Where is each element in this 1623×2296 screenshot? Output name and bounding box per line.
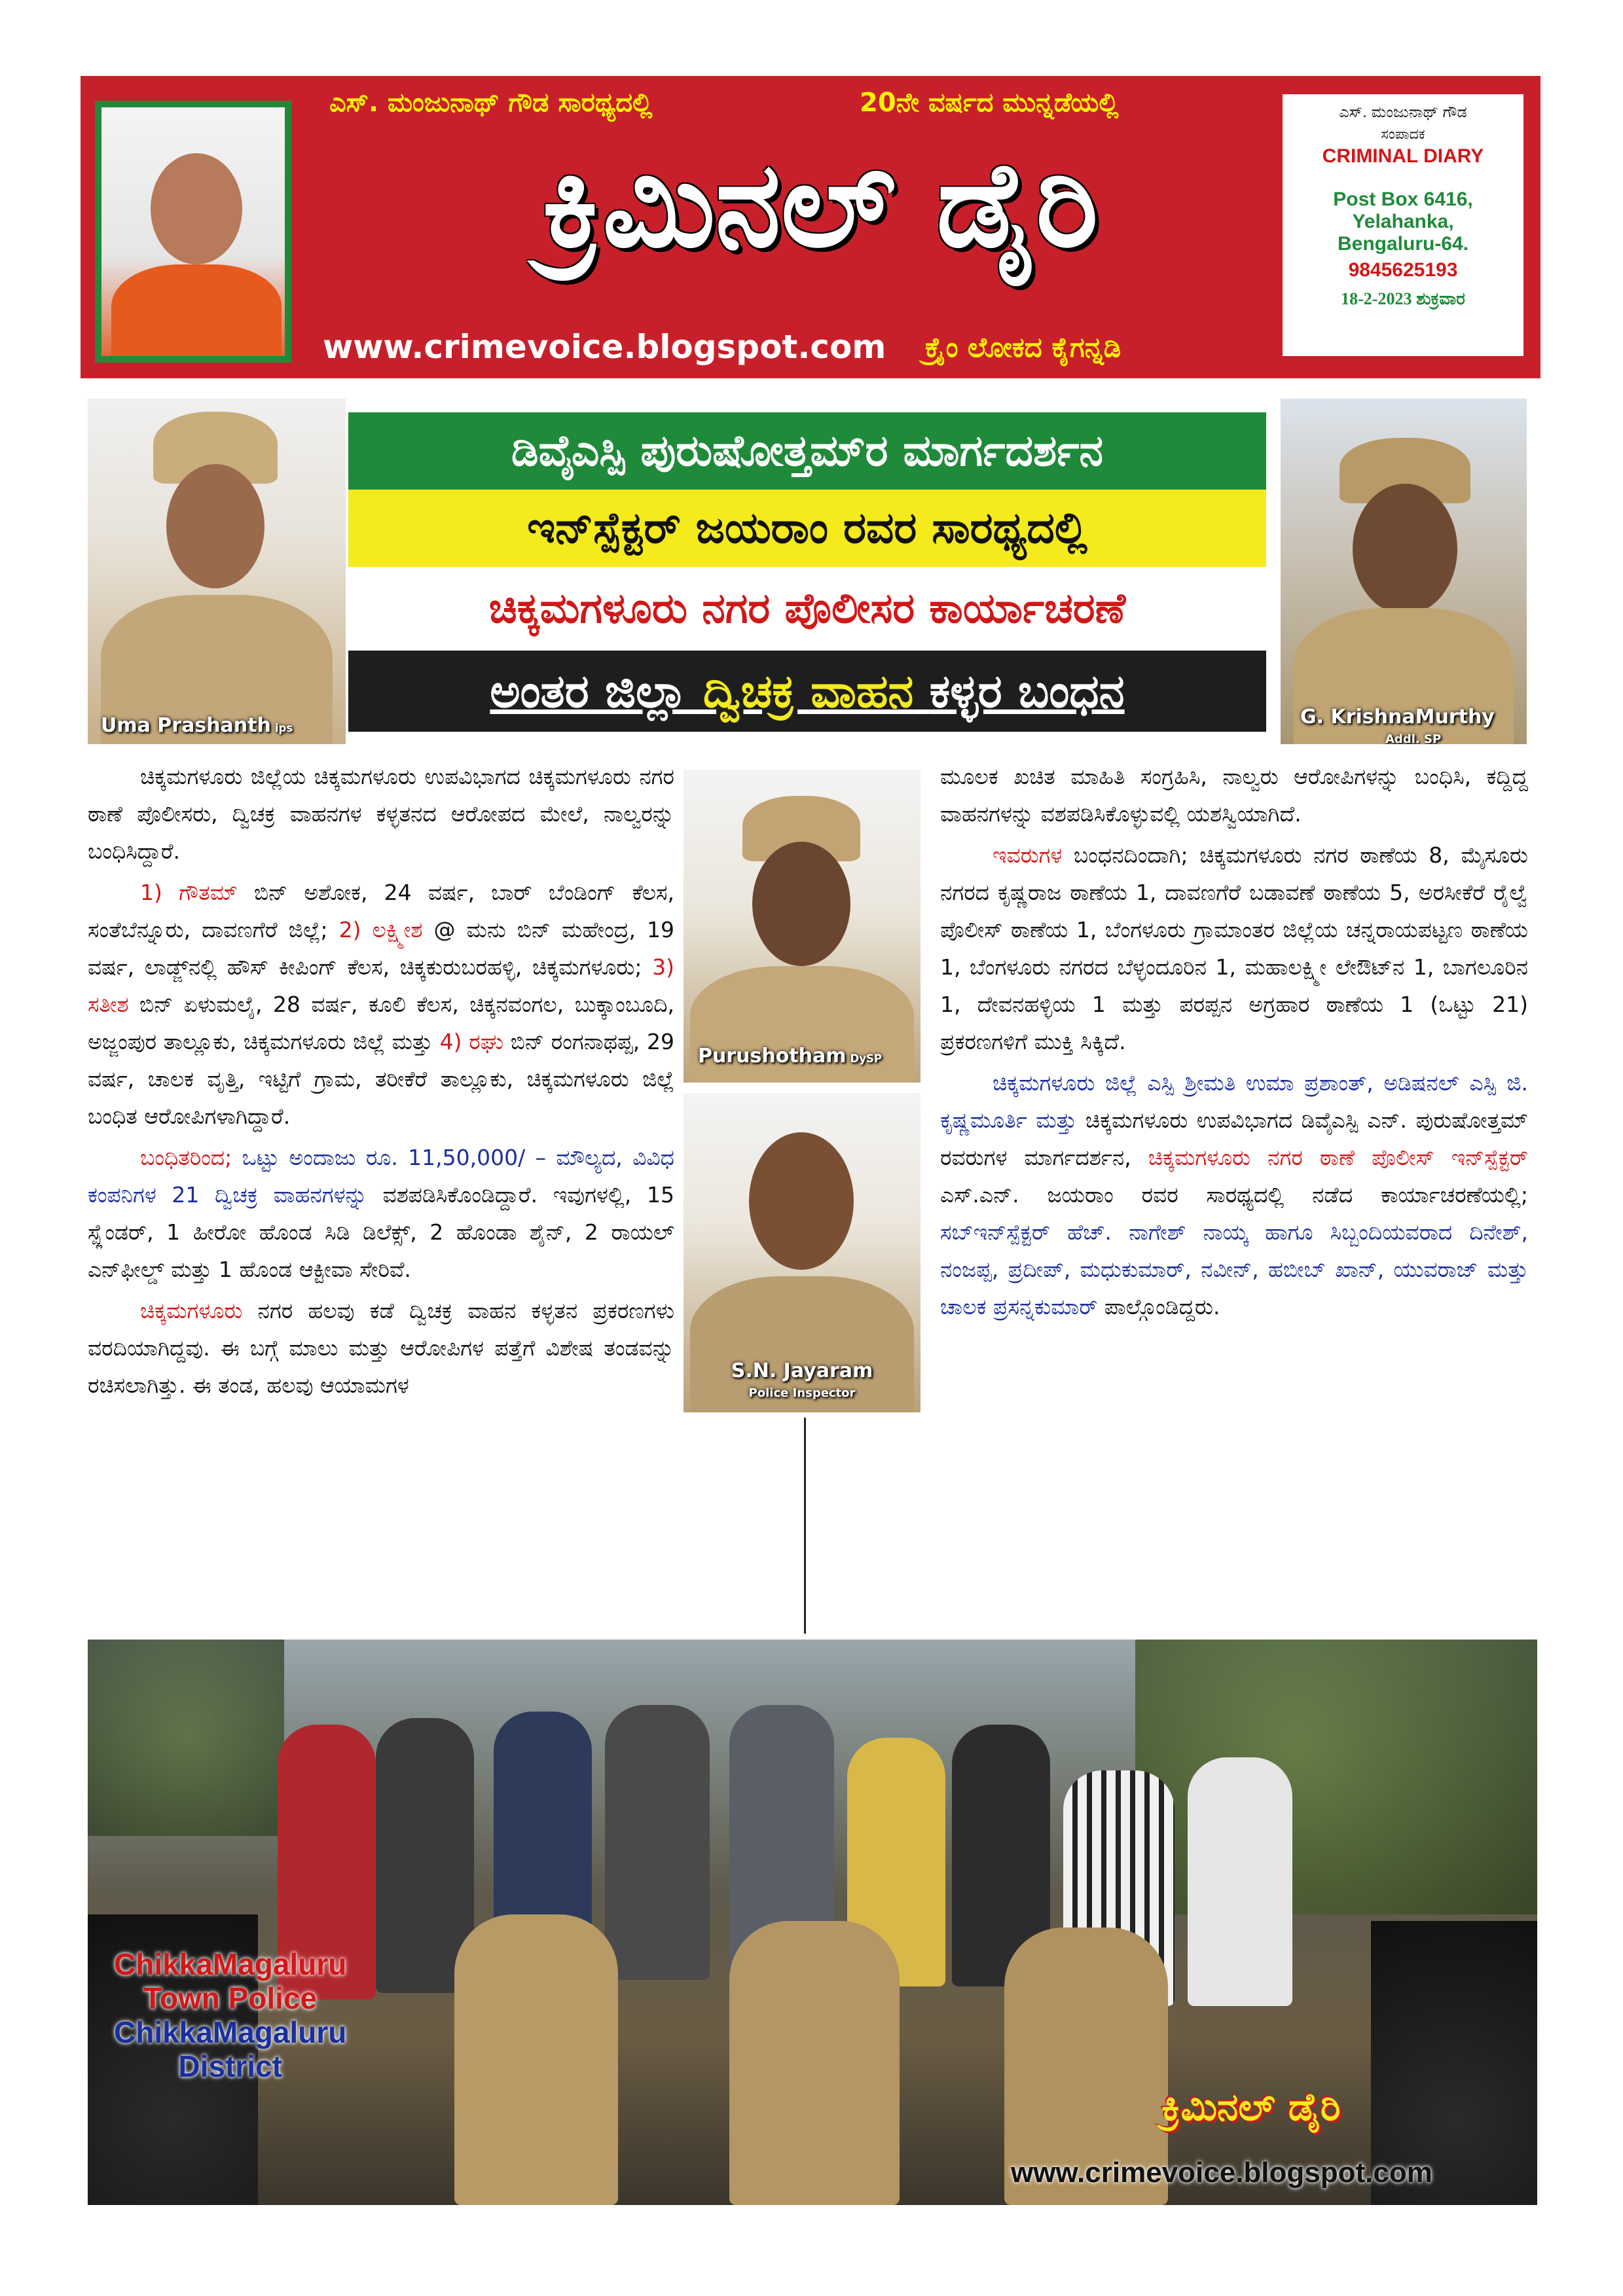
- photo-purushotham: [684, 770, 921, 1083]
- para-investigation: ಮೂಲಕ ಖಚಿತ ಮಾಹಿತಿ ಸಂಗ್ರಹಿಸಿ, ನಾಲ್ವರು ಆರೋಪಿಗಳನ್ನು ಬಂಧಿಸಿ, ಕದ್ದಿದ್ದ ವಾಹನಗಳನ್ನು ವಶಪಡಿಸಿಕೊಳ್ಳುವಲ್ಲಿ ಯಶಸ್ವಿಯಾಗಿದೆ.: [940, 764, 1528, 827]
- masthead-slogan: ಕ್ರೈಂ ಲೋಕದ ಕೈಗನ್ನಡಿ: [925, 331, 1122, 363]
- editor-name: ಎಸ್. ಮಂಜುನಾಥ್ ಗೌಡ: [1339, 103, 1467, 121]
- editor-role: ಸಂಪಾದಕ: [1381, 126, 1425, 142]
- masthead-website[interactable]: www.crimevoice.blogspot.com: [323, 328, 886, 366]
- headline-line-3: ಚಿಕ್ಕಮಗಳೂರು ನಗರ ಪೊಲೀಸರ ಕಾರ್ಯಾಚರಣೆ: [488, 584, 1126, 633]
- para-team: ಚಿಕ್ಕಮಗಳೂರು ಜಿಲ್ಲೆ ಎಸ್ಪಿ ಶ್ರೀಮತಿ ಉಮಾ ಪ್ರಶಾಂತ್, ಅಡಿಷನಲ್ ಎಸ್ಪಿ ಜಿ. ಕೃಷ್ಣಮೂರ್ತಿ ಮತ್ತು ಚಿಕ್ಕಮಗಳೂರು ಉಪವಿಭಾಗದ ಡಿವೈಎಸ್ಪಿ ಎನ್. ಪುರುಷೋತ್ತಮ್ ರವರುಗಳ ಮಾರ್ಗದರ್ಶನ, ಚಿಕ್ಕಮಗಳೂರು ನಗರ ಠಾಣೆ ಪೊಲೀಸ್ ಇನ್‌ಸ್ಪೆಕ್ಟರ್ ಎಸ್.ಎನ್. ಜಯರಾಂ ರವರ ಸಾರಥ್ಯದಲ್ಲಿ ನಡೆದ ಕಾರ್ಯಾಚರಣೆಯಲ್ಲಿ; ಸಬ್‌ಇನ್‌ಸ್ಪೆಕ್ಟರ್ ಹೆಚ್. ನಾಗೇಶ್ ನಾಯ್ಕ ಹಾಗೂ ಸಿಬ್ಬಂದಿಯವರಾದ ದಿನೇಶ್, ನಂಜಪ್ಪ, ಪ್ರದೀಪ್, ಮಧುಕುಮಾರ್, ನವೀನ್, ಹಬೀಬ್ ಖಾನ್, ಯುವರಾಜ್ ಮತ್ತು ಚಾಲಕ ಪ್ರಸನ್ನಕುಮಾರ್ ಪಾಲ್ಗೊಂಡಿದ್ದರು.: [940, 1070, 1528, 1319]
- paper-title: ಕ್ರಿಮಿನಲ್ ಡೈರಿ: [542, 137, 1099, 274]
- group-label: ChikkaMagaluru Town Police ChikkaMagaluru District: [114, 1947, 347, 2083]
- headline-line-4: ಅಂತರ ಜಿಲ್ಲಾ ದ್ವಿಚಕ್ರ ವಾಹನ ಕಳ್ಳರ ಬಂಧನ: [490, 664, 1125, 718]
- phone-number: 9845625193: [1348, 259, 1458, 281]
- group-website[interactable]: www.crimevoice.blogspot.com: [1011, 2157, 1432, 2189]
- caption-uma-prashanth: Uma Prashanth ips: [101, 714, 293, 737]
- para-solved-cases: ಇವರುಗಳ ಬಂಧನದಿಂದಾಗಿ; ಚಿಕ್ಕಮಗಳೂರು ನಗರ ಠಾಣೆಯ 8, ಮೈಸೂರು ನಗರದ ಕೃಷ್ಣರಾಜ ಠಾಣೆಯ 1, ದಾವಣಗೆರೆ ಬಡಾವಣೆ ಠಾಣೆಯ 5, ಅರಸೀಕೆರೆ ರೈಲ್ವೆ ಪೊಲೀಸ್ ಠಾಣೆಯ 1, ಬೆಂಗಳೂರು ಗ್ರಾಮಾಂತರ ಜಿಲ್ಲೆಯ ಚನ್ನರಾಯಪಟ್ಟಣ ಠಾಣೆಯ 1, ಬೆಂಗಳೂರು ನಗರದ ಬೆಳ್ಳಂದೂರಿನ 1, ಮಹಾಲಕ್ಷ್ಮೀ ಲೇಔಟ್‌ನ 1, ಬಾಗಲೂರಿನ 1, ದೇವನಹಳ್ಳಿಯ 1 ಮತ್ತು ಪರಪ್ಪನ ಅಗ್ರಹಾರ ಠಾಣೆಯ 1 (ಒಟ್ಟು 21) ಪ್ರಕರಣಗಳಿಗೆ ಮುಕ್ತಿ ಸಿಕ್ಕಿದೆ.: [940, 842, 1528, 1054]
- article-left-column: [88, 758, 674, 1602]
- address-line-2: Yelahanka,: [1352, 211, 1454, 232]
- tagline-left: ಎಸ್. ಮಂಜುನಾಥ್ ಗೌಡ ಸಾರಥ್ಯದಲ್ಲಿ: [329, 88, 653, 118]
- group-photo: [88, 1640, 1537, 2205]
- article-right-column: [940, 758, 1528, 1602]
- para-accused: 1) ಗೌತಮ್ ಬಿನ್ ಅಶೋಕ, 24 ವರ್ಷ, ಬಾರ್ ಬೆಂಡಿಂಗ್ ಕೆಲಸ, ಸಂತೆಬೆನ್ನೂರು, ದಾವಣಗೆರೆ ಜಿಲ್ಲೆ; 2) ಲಕ್ಷ್ಮೀಶ @ ಮನು ಬಿನ್ ಮಹೇಂದ್ರ, 19 ವರ್ಷ, ಲಾಡ್ಜ್‌ನಲ್ಲಿ ಹೌಸ್ ಕೀಪಿಂಗ್ ಕೆಲಸ, ಚಿಕ್ಕಕುರುಬರಹಳ್ಳಿ, ಚಿಕ್ಕಮಗಳೂರು; 3) ಸತೀಶ ಬಿನ್ ಏಳುಮಲೈ, 28 ವರ್ಷ, ಕೂಲಿ ಕೆಲಸ, ಚಿಕ್ಕನವಂಗಲ, ಬುಕ್ಕಾಂಬೂದಿ, ಅಜ್ಜಂಪುರ ತಾಲ್ಲೂಕು, ಚಿಕ್ಕಮಗಳೂರು ಜಿಲ್ಲೆ ಮತ್ತು 4) ರಘು ಬಿನ್ ರಂಗನಾಥಪ್ಪ, 29 ವರ್ಷ, ಚಾಲಕ ವೃತ್ತಿ, ಇಟ್ಟಿಗೆ ಗ್ರಾಮ, ತರೀಕೆರೆ ತಾಲ್ಲೂಕು, ಚಿಕ್ಕಮಗಳೂರು ಜಿಲ್ಲೆ ಬಂಧಿತ ಆರೋಪಿಗಳಾಗಿದ್ದಾರೆ.: [88, 880, 674, 1129]
- caption-purushotham: Purushotham DySP: [698, 1045, 882, 1067]
- column-divider: [804, 1418, 806, 1634]
- masthead: [81, 76, 1541, 378]
- photo-uma-prashanth: [88, 399, 346, 744]
- para-intro: ಚಿಕ್ಕಮಗಳೂರು ಜಿಲ್ಲೆಯ ಚಿಕ್ಕಮಗಳೂರು ಉಪವಿಭಾಗದ ಚಿಕ್ಕಮಗಳೂರು ನಗರ ಠಾಣೆ ಪೊಲೀಸರು, ದ್ವಿಚಕ್ರ ವಾಹನಗಳ ಕಳ್ಳತನದ ಆರೋಪದ ಮೇಲೆ, ನಾಲ್ವರನ್ನು ಬಂಧಿಸಿದ್ದಾರೆ.: [88, 764, 674, 864]
- para-cases: ಚಿಕ್ಕಮಗಳೂರು ನಗರ ಹಲವು ಕಡೆ ದ್ವಿಚಕ್ರ ವಾಹನ ಕಳ್ಳತನ ಪ್ರಕರಣಗಳು ವರದಿಯಾಗಿದ್ದವು. ಈ ಬಗ್ಗೆ ಮಾಲು ಮತ್ತು ಆರೋಪಿಗಳ ಪತ್ತೆಗೆ ವಿಶೇಷ ತಂಡವನ್ನು ರಚಿಸಲಾಗಿತ್ತು. ಈ ತಂಡ, ಹಲವು ಆಯಾಮಗಳ: [88, 1298, 674, 1398]
- headline-line-1: ಡಿವೈಎಸ್ಪಿ ಪುರುಷೋತ್ತಮ್‌ರ ಮಾರ್ಗದರ್ಶನ: [511, 425, 1104, 476]
- issue-date: 18-2-2023 ಶುಕ್ರವಾರ: [1341, 289, 1465, 308]
- caption-jayaram: S.N. Jayaram Police Inspector: [731, 1359, 873, 1400]
- info-box: [1283, 94, 1523, 356]
- editor-photo: [95, 101, 291, 363]
- address-line-1: Post Box 6416,: [1333, 188, 1473, 210]
- headline-line-2: ಇನ್‌ಸ್ಪೆಕ್ಟರ್ ಜಯರಾಂ ರವರ ಸಾರಥ್ಯದಲ್ಲಿ: [527, 503, 1087, 553]
- photo-jayaram: [684, 1093, 921, 1412]
- caption-krishnamurthy: G. KrishnaMurthy Addl. SP: [1300, 706, 1495, 744]
- paper-name: CRIMINAL DIARY: [1322, 145, 1484, 167]
- group-brand: ಕ್ರಿಮಿನಲ್ ಡೈರಿ: [1161, 2085, 1341, 2129]
- address-line-3: Bengaluru-64.: [1337, 233, 1469, 255]
- tagline-right: 20ನೇ ವರ್ಷದ ಮುನ್ನಡೆಯಲ್ಲಿ: [860, 88, 1119, 118]
- para-seized: ಬಂಧಿತರಿಂದ; ಒಟ್ಟು ಅಂದಾಜು ರೂ. 11,50,000/ – ಮೌಲ್ಯದ, ವಿವಿಧ ಕಂಪನಿಗಳ 21 ದ್ವಿಚಕ್ರ ವಾಹನಗಳನ್ನು ವಶಪಡಿಸಿಕೊಂಡಿದ್ದಾರೆ. ಇವುಗಳಲ್ಲಿ, 15 ಸ್ಪ್ಲೆಂಡರ್, 1 ಹೀರೋ ಹೊಂಡ ಸಿಡಿ ಡಿಲೆಕ್ಸ್, 2 ಹೊಂಡಾ ಶೈನ್, 2 ರಾಯಲ್ ಎನ್‌ಫೀಲ್ಡ್ ಮತ್ತು 1 ಹೊಂಡ ಆಕ್ಟೀವಾ ಸೇರಿವೆ.: [88, 1145, 674, 1282]
- photo-krishnamurthy: [1281, 399, 1527, 744]
